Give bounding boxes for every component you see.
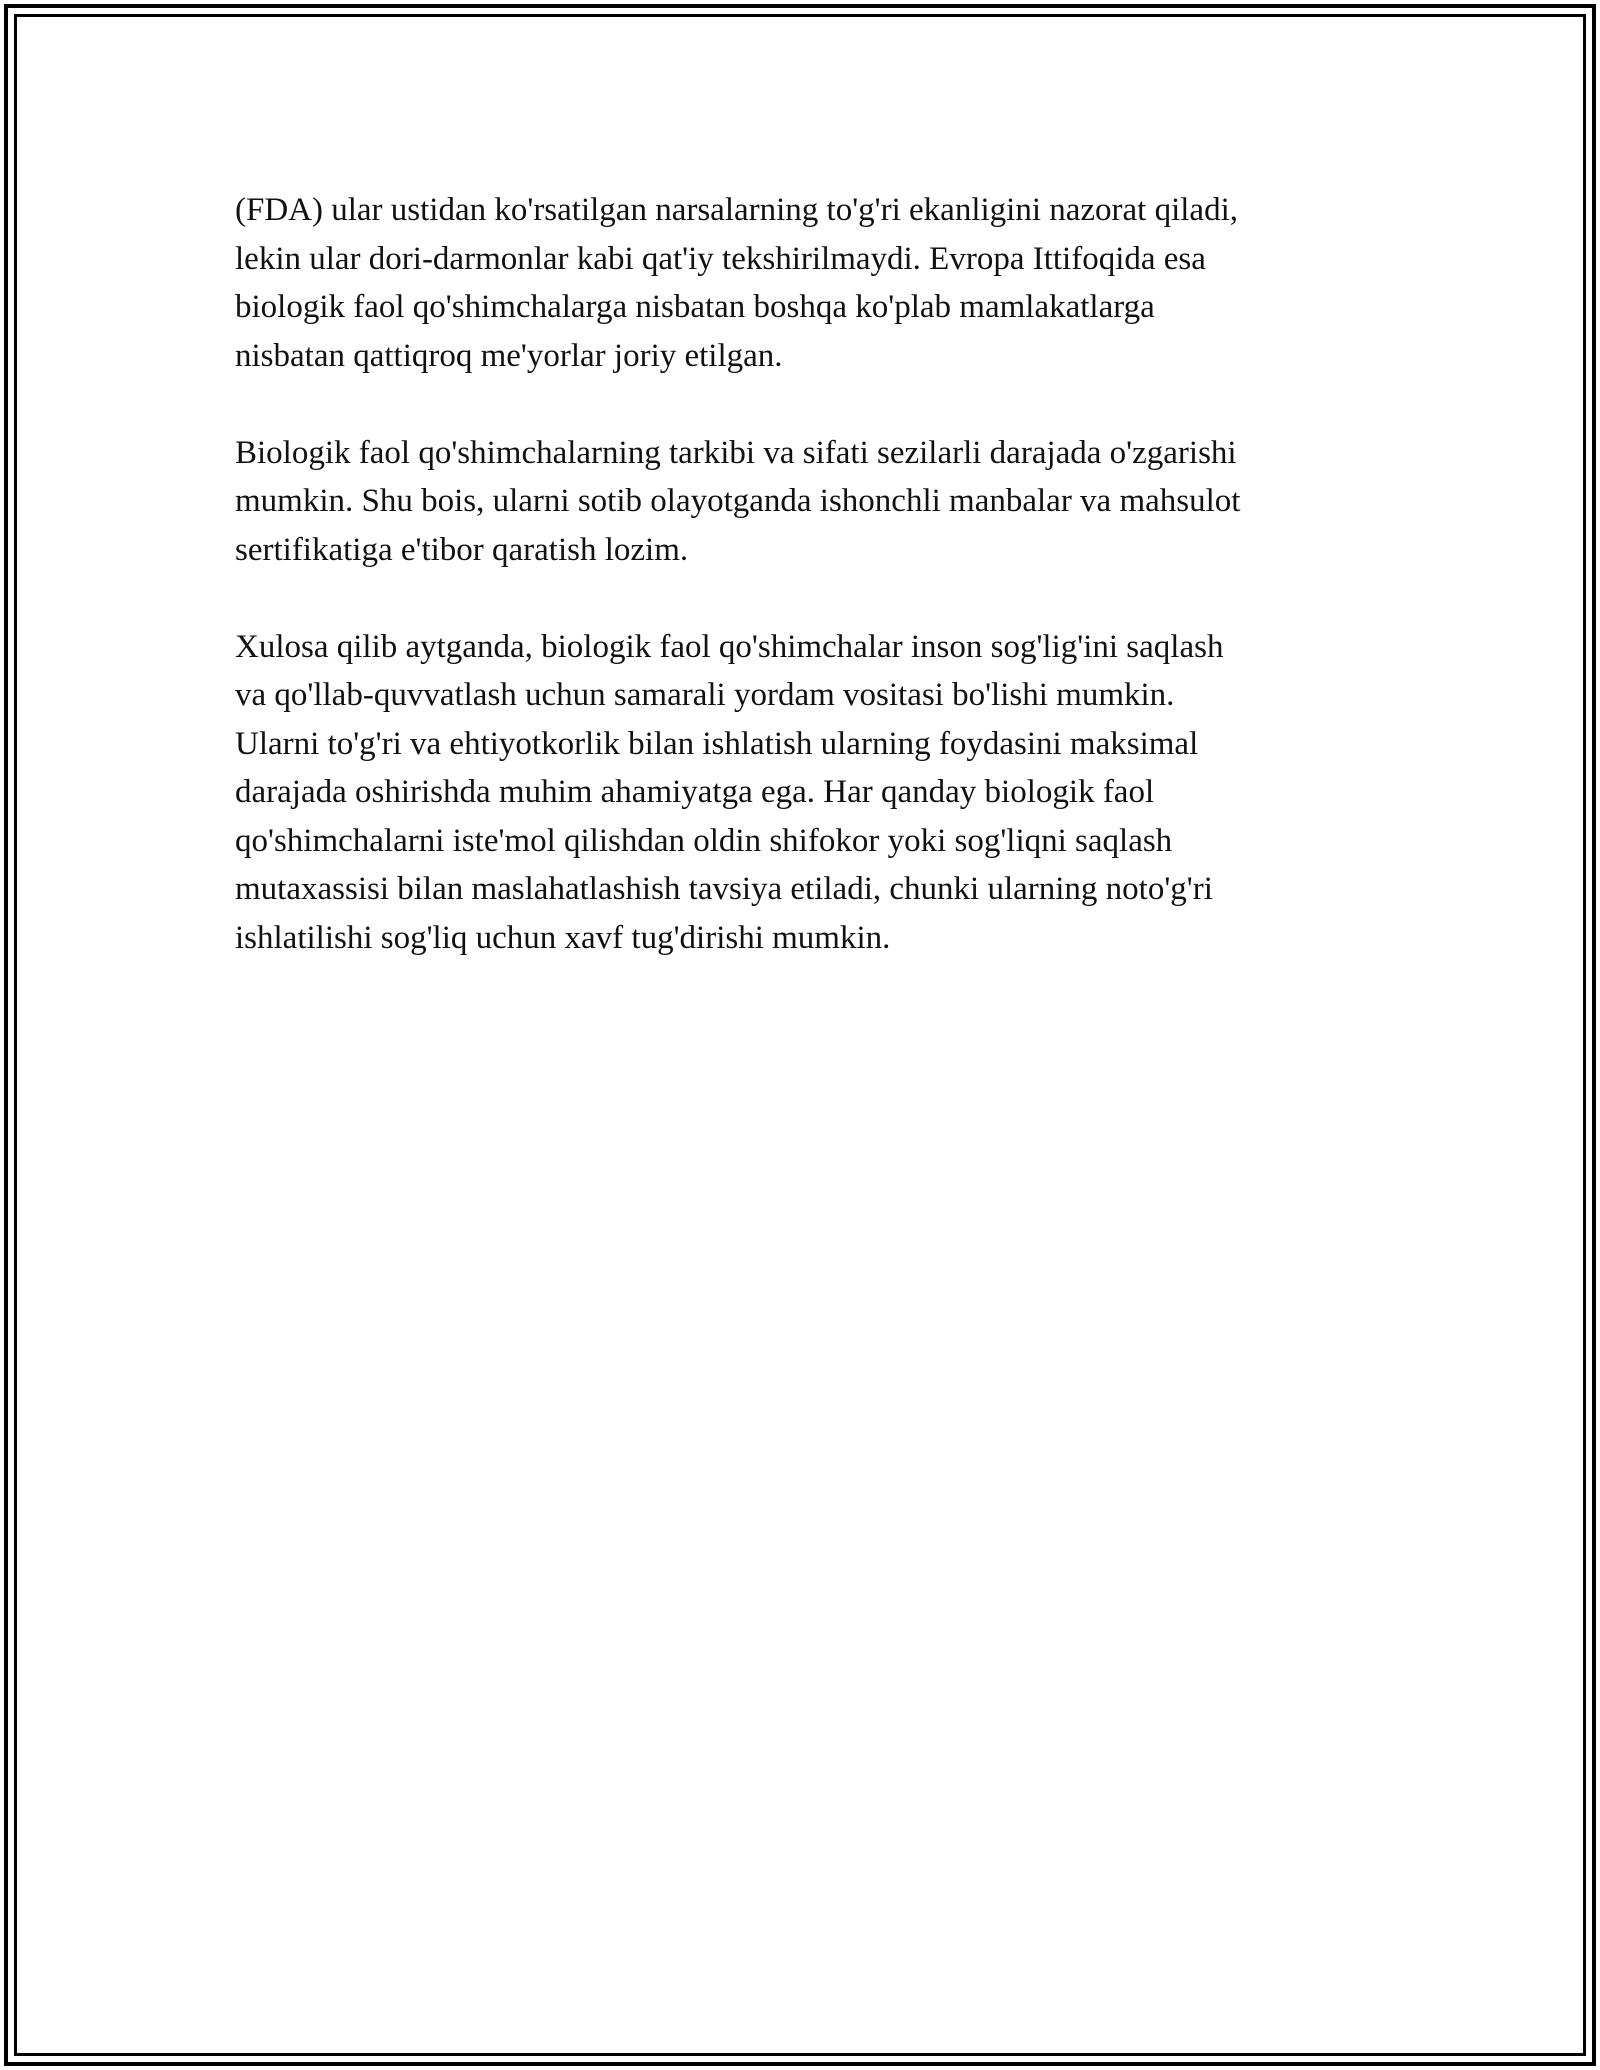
text-line: Xulosa qilib aytganda, biologik faol qo'shimchalar inson sog'lig'ini saqlash	[235, 628, 1224, 665]
paragraph-fda-regulation	[235, 186, 1385, 380]
text-line: Biologik faol qo'shimchalarning tarkibi va sifati sezilarli darajada o'zgarishi	[235, 434, 1237, 471]
text-line: lekin ular dori-darmonlar kabi qat'iy tekshirilmaydi. Evropa Ittifoqida esa	[235, 240, 1206, 277]
document-body	[235, 186, 1385, 1011]
text-line: nisbatan qattiqroq me'yorlar joriy etilgan.	[235, 337, 783, 374]
text-line: qo'shimchalarni iste'mol qilishdan oldin shifokor yoki sog'liqni saqlash	[235, 822, 1173, 859]
text-line: va qo'llab-quvvatlash uchun samarali yordam vositasi bo'lishi mumkin.	[235, 677, 1175, 713]
text-line: (FDA) ular ustidan ko'rsatilgan narsalarning to'g'ri ekanligini nazorat qiladi,	[235, 192, 1238, 228]
text-line: ishlatilishi sog'liq uchun xavf tug'dirishi mumkin.	[235, 919, 891, 956]
text-line: mumkin. Shu bois, ularni sotib olayotganda ishonchli manbalar va mahsulot	[235, 483, 1241, 519]
text-line: biologik faol qo'shimchalarga nisbatan boshqa ko'plab mamlakatlarga	[235, 289, 1155, 325]
paragraph-quality-variation	[235, 429, 1385, 575]
paragraph-conclusion	[235, 623, 1385, 963]
text-line: darajada oshirishda muhim ahamiyatga ega. Har qanday biologik faol	[235, 774, 1155, 810]
text-line: Ularni to'g'ri va ehtiyotkorlik bilan ishlatish ularning foydasini maksimal	[235, 725, 1199, 762]
text-line: mutaxassisi bilan maslahatlashish tavsiya etiladi, chunki ularning noto'g'ri	[235, 871, 1213, 907]
text-line: sertifikatiga e'tibor qaratish lozim.	[235, 531, 689, 568]
